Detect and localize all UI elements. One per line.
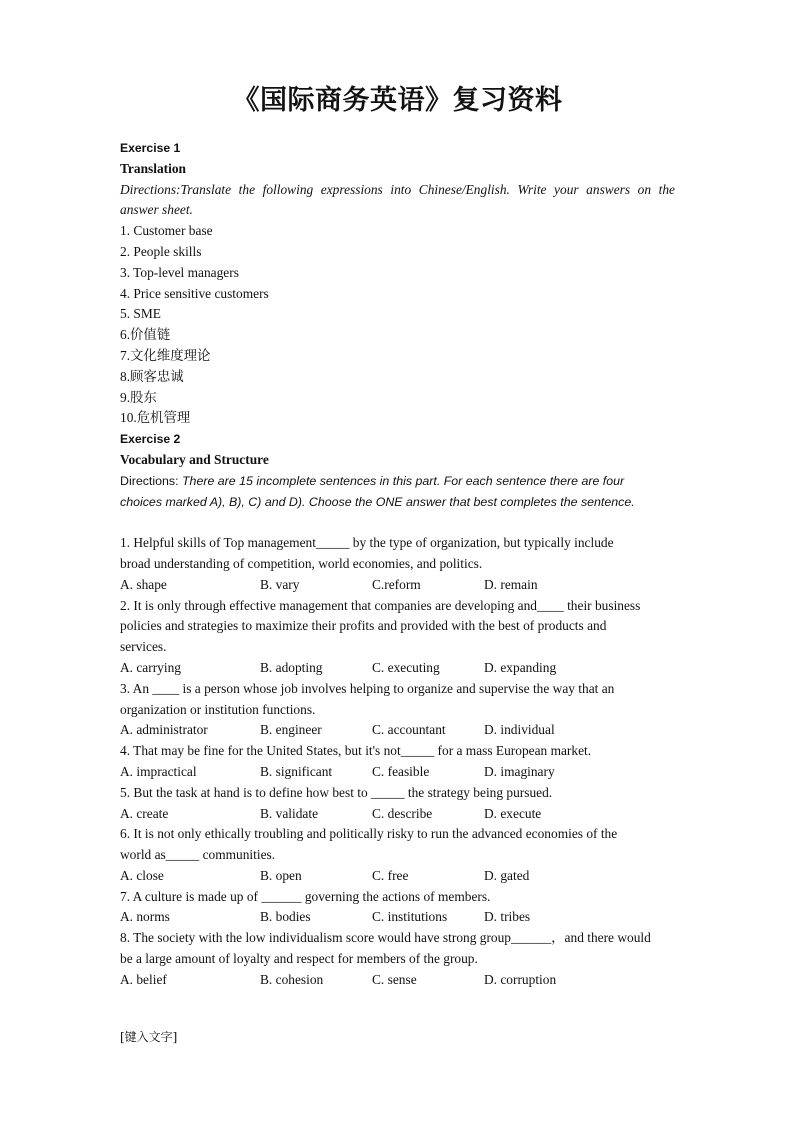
option-b: B. bodies [260, 909, 311, 925]
answer-options [120, 658, 675, 679]
exercise2-section-title: Vocabulary and Structure [120, 451, 269, 467]
option-d: D. execute [484, 805, 542, 821]
directions-text: choices marked A), B), C) and D). Choose the ONE answer that best completes the sentence. [120, 494, 635, 509]
question-text-line: 7. A culture is made up of ______ governing the actions of members. [120, 888, 491, 904]
question-block [120, 533, 675, 595]
question-text-line: 2. It is only through effective management that companies are developing and____ their business [120, 597, 641, 613]
question-text-line: 5. But the task at hand is to define how best to _____ the strategy being pursued. [120, 784, 553, 800]
exercise1-item: 10.危机管理 [120, 410, 191, 426]
question-block [120, 887, 675, 929]
exercise1-section-title: Translation [120, 160, 186, 176]
question-text-line: services. [120, 639, 167, 655]
exercise1-item: 8.顾客忠诚 [120, 368, 184, 384]
exercise1-directions-line1: Directions:Translate the following expressions into Chinese/English. Write your answers on the [120, 181, 675, 197]
question-block [120, 741, 675, 783]
option-a: A. create [120, 805, 169, 821]
question-text-line: 4. That may be fine for the United States, but it's not_____ for a mass European market. [120, 743, 592, 759]
page-title: 《国际商务英语》复习资料 [232, 85, 563, 116]
exercise1-item: 3. Top-level managers [120, 264, 239, 280]
question-text-line: organization or institution functions. [120, 701, 316, 717]
question-block [120, 783, 675, 825]
option-a: A. carrying [120, 659, 181, 675]
exercise1-item: 6.价值链 [120, 327, 171, 343]
option-d: D. remain [484, 576, 538, 592]
option-d: D. tribes [484, 909, 531, 925]
question-text-line: 6. It is not only ethically troubling and politically risky to run the advanced economies of the [120, 826, 618, 842]
question-text-line: be a large amount of loyalty and respect for members of the group. [120, 951, 478, 967]
option-d: D. gated [484, 867, 530, 883]
question-block [120, 824, 675, 886]
option-c: C. describe [372, 805, 433, 821]
option-d: D. imaginary [484, 763, 555, 779]
exercise2-directions-line2 [120, 492, 675, 513]
directions-text: There are 15 incomplete sentences in this part. For each sentence there are four [181, 473, 625, 488]
exercise1-item: 7.文化维度理论 [120, 347, 211, 363]
option-b: B. vary [260, 576, 300, 592]
option-b: B. open [260, 867, 302, 883]
option-c: C. feasible [372, 763, 430, 779]
question-block [120, 596, 675, 679]
page-footer: [键入文字] [120, 1030, 178, 1044]
option-c: C. free [372, 867, 409, 883]
option-a: A. norms [120, 909, 170, 925]
exercise2-directions-line1 [120, 471, 675, 492]
exercise1-directions-line2: answer sheet. [120, 202, 193, 218]
question-text-line: 8. The society with the low individualism score would have strong group______，and there would [120, 930, 651, 946]
option-a: A. belief [120, 971, 167, 987]
option-b: B. engineer [260, 722, 322, 738]
exercise2-heading: Exercise 2 [120, 432, 181, 447]
exercise1-item: 1. Customer base [120, 223, 213, 239]
option-c: C. accountant [372, 722, 446, 738]
option-a: A. administrator [120, 722, 208, 738]
question-text-line: broad understanding of competition, world economies, and politics. [120, 555, 483, 571]
option-c: C.reform [372, 576, 421, 592]
question-text-line: 1. Helpful skills of Top management_____ by the type of organization, but typically include [120, 535, 614, 551]
option-d: D. expanding [484, 659, 557, 675]
exercise1-item: 4. Price sensitive customers [120, 285, 269, 301]
option-b: B. adopting [260, 659, 323, 675]
option-a: A. close [120, 867, 164, 883]
answer-options [120, 762, 675, 783]
document-body [120, 138, 675, 991]
answer-options [120, 970, 675, 991]
option-b: B. cohesion [260, 971, 324, 987]
exercise1-item: 5. SME [120, 306, 161, 322]
question-text-line: 3. An ____ is a person whose job involves helping to organize and supervise the way that an [120, 680, 615, 696]
option-d: D. individual [484, 722, 555, 738]
option-c: C. institutions [372, 909, 448, 925]
spacer [120, 512, 675, 533]
exercise1-heading: Exercise 1 [120, 141, 181, 155]
question-text-line: policies and strategies to maximize their profits and provided with the best of products and [120, 618, 607, 634]
exercise1-item: 9.股东 [120, 389, 157, 405]
answer-options [120, 907, 675, 928]
answer-options [120, 866, 675, 887]
directions-label: Directions: [120, 473, 182, 488]
question-list [120, 533, 675, 991]
answer-options [120, 575, 675, 596]
question-block [120, 928, 675, 990]
option-c: C. executing [372, 659, 440, 675]
question-text-line: world as_____ communities. [120, 847, 276, 863]
option-c: C. sense [372, 971, 417, 987]
option-b: B. significant [260, 763, 333, 779]
exercise1-item: 2. People skills [120, 243, 202, 259]
answer-options [120, 804, 675, 825]
option-a: A. shape [120, 576, 167, 592]
option-a: A. impractical [120, 763, 197, 779]
answer-options [120, 720, 675, 741]
option-d: D. corruption [484, 971, 557, 987]
option-b: B. validate [260, 805, 319, 821]
question-block [120, 679, 675, 741]
